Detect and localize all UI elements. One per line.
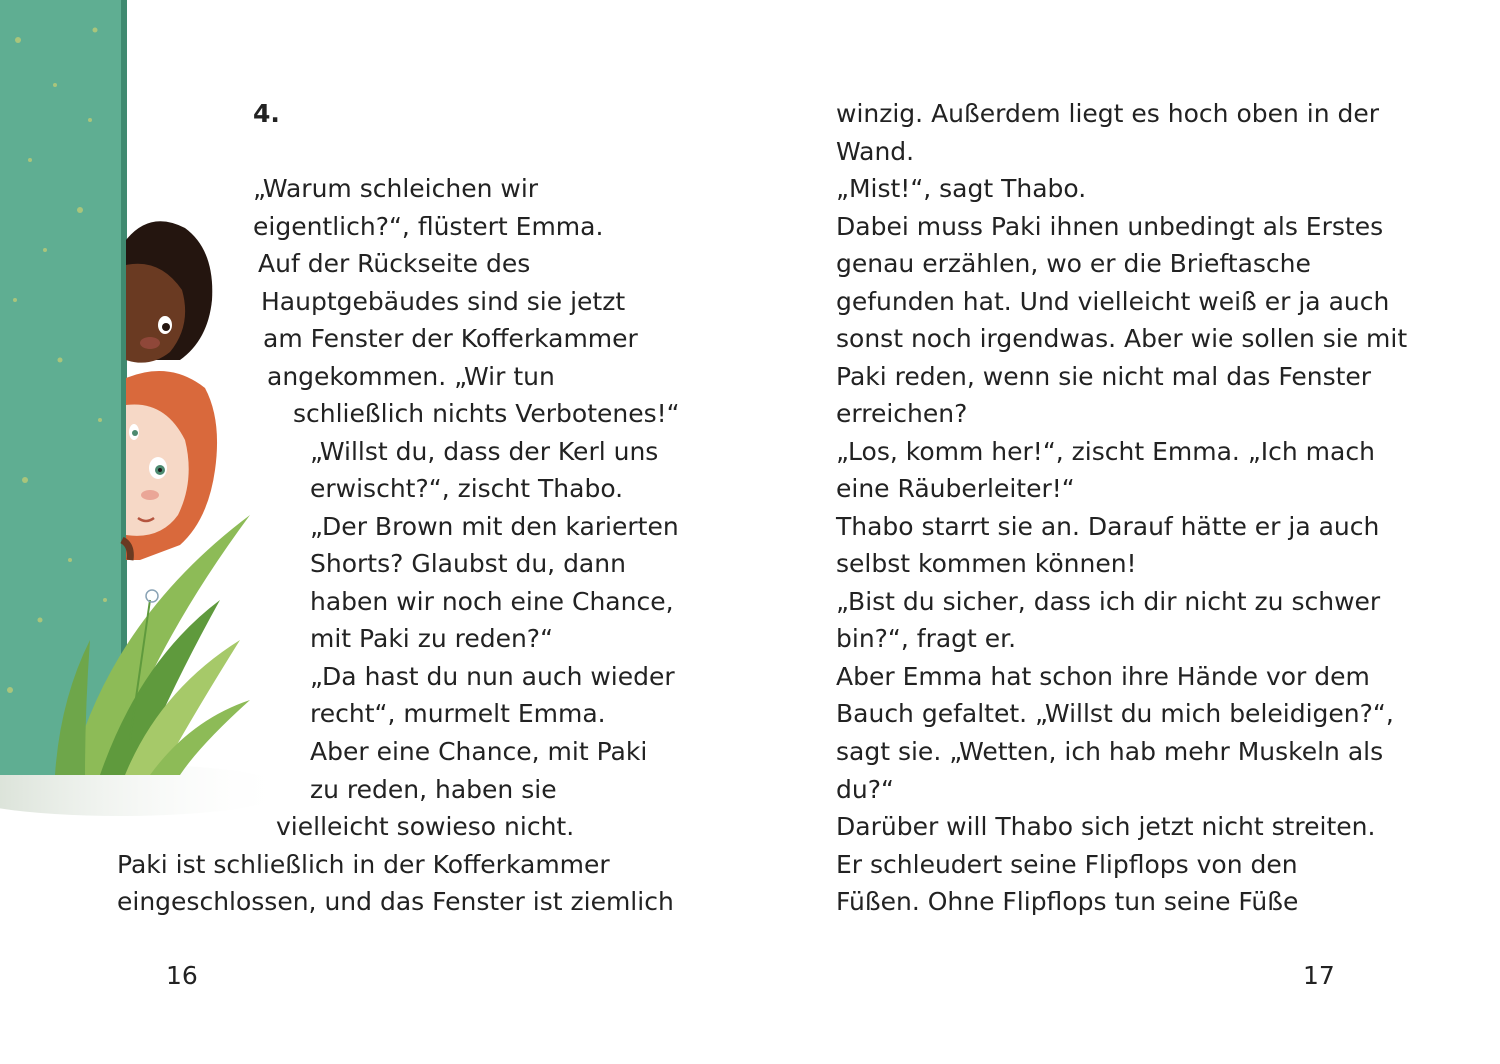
text-line: Aber Emma hat schon ihre Hände vor dem bbox=[836, 662, 1370, 691]
text-line: haben wir noch eine Chance, bbox=[310, 587, 674, 616]
text-line: angekommen. „Wir tun bbox=[267, 362, 555, 391]
text-line: Paki reden, wenn sie nicht mal das Fenster bbox=[836, 362, 1372, 391]
text-line: gefunden hat. Und vielleicht weiß er ja auch bbox=[836, 287, 1390, 316]
text-line: Paki ist schließlich in der Kofferkammer bbox=[117, 850, 610, 879]
text-line: bin?“, fragt er. bbox=[836, 624, 1017, 653]
text-line: selbst kommen können! bbox=[836, 549, 1137, 578]
wall bbox=[0, 0, 126, 775]
text-line: mit Paki zu reden?“ bbox=[310, 624, 554, 653]
text-line: eingeschlossen, und das Fenster ist ziemlich bbox=[117, 887, 674, 916]
text-line: genau erzählen, wo er die Brieftasche bbox=[836, 249, 1311, 278]
text-line: Wand. bbox=[836, 137, 915, 166]
text-line: Bauch gefaltet. „Willst du mich beleidigen?“, bbox=[836, 699, 1394, 728]
text-line: „Bist du sicher, dass ich dir nicht zu schwer bbox=[836, 587, 1381, 616]
text-line: Dabei muss Paki ihnen unbedingt als Erstes bbox=[836, 212, 1384, 241]
text-line: „Da hast du nun auch wieder bbox=[310, 662, 675, 691]
text-line: erreichen? bbox=[836, 399, 968, 428]
text-line: erwischt?“, zischt Thabo. bbox=[310, 474, 624, 503]
text-line: winzig. Außerdem liegt es hoch oben in der bbox=[836, 99, 1380, 128]
text-line: eine Räuberleiter!“ bbox=[836, 474, 1075, 503]
text-line: Er schleudert seine Flipflops von den bbox=[836, 850, 1298, 879]
text-line: „Warum schleichen wir bbox=[253, 174, 539, 203]
page-number-right: 17 bbox=[1303, 961, 1335, 990]
text-line: „Willst du, dass der Kerl uns bbox=[310, 437, 659, 466]
text-line: schließlich nichts Verbotenes!“ bbox=[293, 399, 680, 428]
boy-peeking bbox=[126, 221, 212, 362]
text-line: „Mist!“, sagt Thabo. bbox=[836, 174, 1087, 203]
page-number-left: 16 bbox=[166, 961, 198, 990]
text-line: sagt sie. „Wetten, ich hab mehr Muskeln als bbox=[836, 737, 1384, 766]
text-line: recht“, murmelt Emma. bbox=[310, 699, 606, 728]
text-line: vielleicht sowieso nicht. bbox=[276, 812, 575, 841]
text-line: am Fenster der Kofferkammer bbox=[263, 324, 638, 353]
text-line: Auf der Rückseite des bbox=[258, 249, 531, 278]
text-line: Shorts? Glaubst du, dann bbox=[310, 549, 626, 578]
text-line: Füßen. Ohne Flipflops tun seine Füße bbox=[836, 887, 1299, 916]
girl-peeking bbox=[122, 371, 217, 560]
chapter-number: 4. bbox=[253, 99, 280, 128]
text-line: „Der Brown mit den karierten bbox=[310, 512, 679, 541]
text-line: Thabo starrt sie an. Darauf hätte er ja auch bbox=[836, 512, 1380, 541]
text-line: Hauptgebäudes sind sie jetzt bbox=[261, 287, 626, 316]
text-line: du?“ bbox=[836, 775, 894, 804]
text-line: eigentlich?“, flüstert Emma. bbox=[253, 212, 604, 241]
text-line: Aber eine Chance, mit Paki bbox=[310, 737, 648, 766]
text-line: „Los, komm her!“, zischt Emma. „Ich mach bbox=[836, 437, 1375, 466]
text-line: sonst noch irgendwas. Aber wie sollen sie mit bbox=[836, 324, 1408, 353]
text-line: Darüber will Thabo sich jetzt nicht streiten. bbox=[836, 812, 1376, 841]
text-line: zu reden, haben sie bbox=[310, 775, 557, 804]
